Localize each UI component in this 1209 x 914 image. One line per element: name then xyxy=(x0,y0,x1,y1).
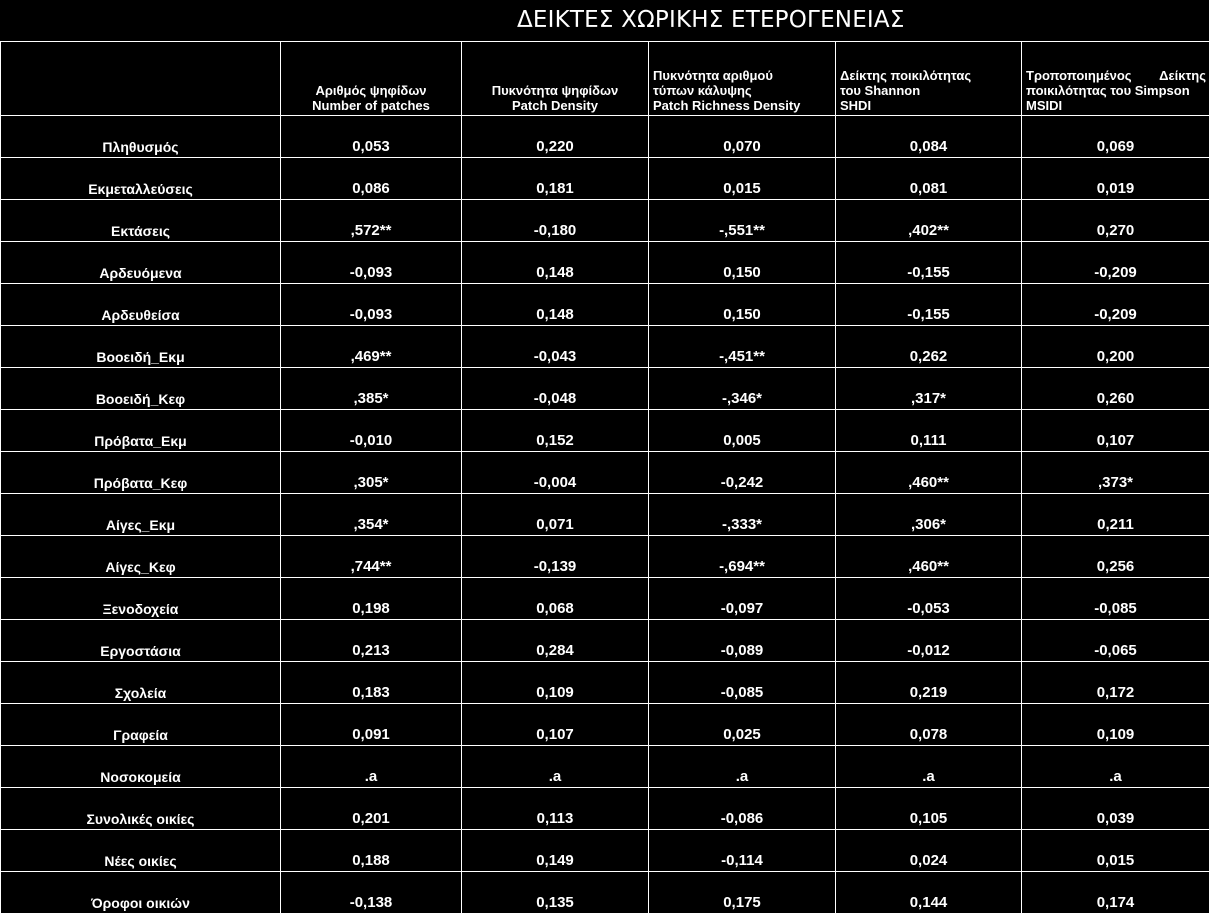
cell-value: 0,175 xyxy=(649,894,835,913)
page-title: ΔΕΙΚΤΕΣ ΧΩΡΙΚΗΣ ΕΤΕΡΟΓΕΝΕΙΑΣ xyxy=(517,7,905,33)
value-cell xyxy=(836,200,1022,242)
table-body xyxy=(1,42,1209,914)
cell-value: -0,093 xyxy=(281,264,461,283)
value-cell xyxy=(836,284,1022,326)
cell-value: -0,138 xyxy=(281,894,461,913)
cell-value: -0,155 xyxy=(836,306,1021,325)
value-cell xyxy=(281,704,462,746)
cell-value: 0,149 xyxy=(462,852,648,871)
table-row xyxy=(1,872,1209,914)
cell-value: ,402** xyxy=(836,222,1021,241)
value-cell xyxy=(462,746,649,788)
row-label-cell xyxy=(1,662,281,704)
value-cell xyxy=(281,158,462,200)
value-cell xyxy=(1022,704,1209,746)
row-label: Πρόβατα_Κεφ xyxy=(1,475,280,493)
correlation-table xyxy=(0,41,1209,914)
value-cell xyxy=(649,704,836,746)
value-cell xyxy=(462,158,649,200)
value-cell xyxy=(281,578,462,620)
value-cell xyxy=(462,578,649,620)
value-cell xyxy=(649,242,836,284)
cell-value: .a xyxy=(649,768,835,787)
value-cell xyxy=(836,494,1022,536)
value-cell xyxy=(462,494,649,536)
value-cell xyxy=(836,242,1022,284)
header-label: Δείκτης ποικιλότητας του Shannon SHDI xyxy=(836,68,1021,115)
cell-value: -0,004 xyxy=(462,474,648,493)
value-cell xyxy=(836,452,1022,494)
cell-value: 0,111 xyxy=(836,432,1021,451)
row-label-cell xyxy=(1,368,281,410)
table-row xyxy=(1,788,1209,830)
cell-value: 0,211 xyxy=(1022,516,1209,535)
cell-value: -0,180 xyxy=(462,222,648,241)
cell-value: .a xyxy=(462,768,648,787)
value-cell xyxy=(836,746,1022,788)
header-cell-empty xyxy=(1,42,281,116)
value-cell xyxy=(1022,578,1209,620)
table-row xyxy=(1,326,1209,368)
value-cell xyxy=(462,368,649,410)
cell-value: .a xyxy=(836,768,1021,787)
cell-value: -0,065 xyxy=(1022,642,1209,661)
cell-value: 0,260 xyxy=(1022,390,1209,409)
table-row xyxy=(1,494,1209,536)
cell-value: -,551** xyxy=(649,222,835,241)
cell-value: -0,053 xyxy=(836,600,1021,619)
table-row xyxy=(1,746,1209,788)
value-cell xyxy=(836,662,1022,704)
value-cell xyxy=(1022,662,1209,704)
header-number-of-patches xyxy=(281,42,462,116)
cell-value: 0,068 xyxy=(462,600,648,619)
value-cell xyxy=(281,200,462,242)
header-label: Πυκνότητα αριθμού τύπων κάλυψης Patch Richness Density xyxy=(649,68,835,115)
row-label-cell xyxy=(1,830,281,872)
cell-value: 0,113 xyxy=(462,810,648,829)
value-cell xyxy=(649,746,836,788)
cell-value: 0,150 xyxy=(649,264,835,283)
value-cell xyxy=(281,662,462,704)
value-cell xyxy=(1022,242,1209,284)
cell-value: 0,270 xyxy=(1022,222,1209,241)
cell-value: -,451** xyxy=(649,348,835,367)
value-cell xyxy=(836,830,1022,872)
table-row xyxy=(1,284,1209,326)
cell-value: 0,015 xyxy=(649,180,835,199)
value-cell xyxy=(281,620,462,662)
value-cell xyxy=(462,116,649,158)
cell-value: 0,019 xyxy=(1022,180,1209,199)
cell-value: -0,085 xyxy=(1022,600,1209,619)
value-cell xyxy=(281,242,462,284)
value-cell xyxy=(462,662,649,704)
cell-value: 0,105 xyxy=(836,810,1021,829)
cell-value: 0,148 xyxy=(462,264,648,283)
value-cell xyxy=(1022,830,1209,872)
value-cell xyxy=(462,200,649,242)
value-cell xyxy=(836,704,1022,746)
row-label: Νέες οικίες xyxy=(1,853,280,871)
cell-value: -,333* xyxy=(649,516,835,535)
cell-value: 0,148 xyxy=(462,306,648,325)
row-label: Πρόβατα_Εκμ xyxy=(1,433,280,451)
cell-value: 0,284 xyxy=(462,642,648,661)
cell-value: -0,097 xyxy=(649,600,835,619)
value-cell xyxy=(836,116,1022,158)
row-label-cell xyxy=(1,158,281,200)
value-cell xyxy=(281,410,462,452)
row-label: Σχολεία xyxy=(1,685,280,703)
cell-value: 0,181 xyxy=(462,180,648,199)
cell-value: -0,089 xyxy=(649,642,835,661)
value-cell xyxy=(1022,284,1209,326)
value-cell xyxy=(836,578,1022,620)
value-cell xyxy=(281,788,462,830)
value-cell xyxy=(462,326,649,368)
cell-value: ,469** xyxy=(281,348,461,367)
cell-value: 0,152 xyxy=(462,432,648,451)
value-cell xyxy=(649,200,836,242)
cell-value: ,385* xyxy=(281,390,461,409)
value-cell xyxy=(649,452,836,494)
value-cell xyxy=(462,872,649,914)
header-shdi xyxy=(836,42,1022,116)
cell-value: ,317* xyxy=(836,390,1021,409)
header-patch-density xyxy=(462,42,649,116)
row-label: Ξενοδοχεία xyxy=(1,601,280,619)
cell-value: 0,053 xyxy=(281,138,461,157)
cell-value: 0,081 xyxy=(836,180,1021,199)
title-bar xyxy=(0,0,1209,42)
value-cell xyxy=(1022,872,1209,914)
value-cell xyxy=(649,116,836,158)
cell-value: -0,139 xyxy=(462,558,648,577)
header-label: Τροποποιημένος Δείκτης ποικιλότητας του Simpson MSIDI xyxy=(1022,68,1209,115)
value-cell xyxy=(649,158,836,200)
cell-value: -0,043 xyxy=(462,348,648,367)
value-cell xyxy=(649,872,836,914)
cell-value: 0,201 xyxy=(281,810,461,829)
table-row xyxy=(1,704,1209,746)
value-cell xyxy=(1022,452,1209,494)
value-cell xyxy=(1022,620,1209,662)
row-label: Εργοστάσια xyxy=(1,643,280,661)
value-cell xyxy=(649,494,836,536)
header-msidi xyxy=(1022,42,1209,116)
cell-value: .a xyxy=(1022,768,1209,787)
value-cell xyxy=(649,578,836,620)
cell-value: -0,093 xyxy=(281,306,461,325)
cell-value: -0,209 xyxy=(1022,306,1209,325)
cell-value: -0,242 xyxy=(649,474,835,493)
row-label-cell xyxy=(1,326,281,368)
cell-value: 0,086 xyxy=(281,180,461,199)
value-cell xyxy=(1022,368,1209,410)
value-cell xyxy=(649,536,836,578)
value-cell xyxy=(281,284,462,326)
value-cell xyxy=(1022,536,1209,578)
table-row xyxy=(1,116,1209,158)
cell-value: -0,048 xyxy=(462,390,648,409)
cell-value: ,744** xyxy=(281,558,461,577)
row-label-cell xyxy=(1,578,281,620)
cell-value: 0,025 xyxy=(649,726,835,745)
cell-value: ,572** xyxy=(281,222,461,241)
value-cell xyxy=(281,116,462,158)
table-row xyxy=(1,620,1209,662)
cell-value: 0,262 xyxy=(836,348,1021,367)
cell-value: 0,144 xyxy=(836,894,1021,913)
value-cell xyxy=(649,830,836,872)
cell-value: 0,005 xyxy=(649,432,835,451)
row-label-cell xyxy=(1,200,281,242)
cell-value: 0,084 xyxy=(836,138,1021,157)
value-cell xyxy=(462,620,649,662)
value-cell xyxy=(462,242,649,284)
cell-value: -0,012 xyxy=(836,642,1021,661)
cell-value: 0,078 xyxy=(836,726,1021,745)
cell-value: 0,109 xyxy=(462,684,648,703)
value-cell xyxy=(649,368,836,410)
value-cell xyxy=(281,536,462,578)
cell-value: 0,200 xyxy=(1022,348,1209,367)
cell-value: 0,213 xyxy=(281,642,461,661)
header-patch-richness-density xyxy=(649,42,836,116)
cell-value: 0,069 xyxy=(1022,138,1209,157)
row-label: Γραφεία xyxy=(1,727,280,745)
value-cell xyxy=(281,452,462,494)
row-label: Συνολικές οικίες xyxy=(1,811,280,829)
cell-value: 0,220 xyxy=(462,138,648,157)
value-cell xyxy=(462,788,649,830)
value-cell xyxy=(1022,746,1209,788)
value-cell xyxy=(281,326,462,368)
table-row xyxy=(1,200,1209,242)
cell-value: ,354* xyxy=(281,516,461,535)
value-cell xyxy=(1022,326,1209,368)
value-cell xyxy=(462,830,649,872)
row-label: Όροφοι οικιών xyxy=(1,895,280,913)
row-label: Αίγες_Εκμ xyxy=(1,517,280,535)
row-label: Νοσοκομεία xyxy=(1,769,280,787)
row-label-cell xyxy=(1,704,281,746)
table-row xyxy=(1,158,1209,200)
value-cell xyxy=(836,788,1022,830)
value-cell xyxy=(281,830,462,872)
cell-value: 0,070 xyxy=(649,138,835,157)
table-row xyxy=(1,452,1209,494)
row-label-cell xyxy=(1,872,281,914)
table-row xyxy=(1,662,1209,704)
value-cell xyxy=(1022,200,1209,242)
value-cell xyxy=(1022,494,1209,536)
cell-value: 0,015 xyxy=(1022,852,1209,871)
value-cell xyxy=(281,494,462,536)
row-label: Αρδευόμενα xyxy=(1,265,280,283)
cell-value: ,373* xyxy=(1022,474,1209,493)
cell-value: 0,219 xyxy=(836,684,1021,703)
header-label: Αριθμός ψηφίδων Number of patches xyxy=(281,83,461,115)
value-cell xyxy=(649,284,836,326)
cell-value: -0,114 xyxy=(649,852,835,871)
table-row xyxy=(1,578,1209,620)
row-label-cell xyxy=(1,536,281,578)
value-cell xyxy=(649,788,836,830)
row-label-cell xyxy=(1,494,281,536)
table-row xyxy=(1,242,1209,284)
value-cell xyxy=(462,284,649,326)
value-cell xyxy=(462,704,649,746)
table-row xyxy=(1,368,1209,410)
table-row xyxy=(1,830,1209,872)
table-row xyxy=(1,536,1209,578)
cell-value: 0,188 xyxy=(281,852,461,871)
cell-value: -0,155 xyxy=(836,264,1021,283)
header-label: Πυκνότητα ψηφίδων Patch Density xyxy=(462,83,648,115)
row-label: Βοοειδή_Εκμ xyxy=(1,349,280,367)
cell-value: ,305* xyxy=(281,474,461,493)
value-cell xyxy=(1022,410,1209,452)
cell-value: 0,198 xyxy=(281,600,461,619)
cell-value: 0,091 xyxy=(281,726,461,745)
value-cell xyxy=(649,662,836,704)
cell-value: 0,172 xyxy=(1022,684,1209,703)
row-label-cell xyxy=(1,452,281,494)
value-cell xyxy=(1022,158,1209,200)
cell-value: -0,010 xyxy=(281,432,461,451)
row-label-cell xyxy=(1,746,281,788)
cell-value: ,306* xyxy=(836,516,1021,535)
value-cell xyxy=(281,368,462,410)
row-label-cell xyxy=(1,788,281,830)
value-cell xyxy=(462,536,649,578)
cell-value: 0,135 xyxy=(462,894,648,913)
row-label: Εκτάσεις xyxy=(1,223,280,241)
cell-value: 0,183 xyxy=(281,684,461,703)
row-label: Αίγες_Κεφ xyxy=(1,559,280,577)
cell-value: ,460** xyxy=(836,474,1021,493)
table-row xyxy=(1,410,1209,452)
cell-value: 0,107 xyxy=(462,726,648,745)
value-cell xyxy=(836,158,1022,200)
row-label: Εκμεταλλεύσεις xyxy=(1,181,280,199)
value-cell xyxy=(281,746,462,788)
row-label: Αρδευθείσα xyxy=(1,307,280,325)
value-cell xyxy=(462,452,649,494)
value-cell xyxy=(836,410,1022,452)
row-label-cell xyxy=(1,620,281,662)
cell-value: -,346* xyxy=(649,390,835,409)
row-label-cell xyxy=(1,116,281,158)
row-label-cell xyxy=(1,410,281,452)
value-cell xyxy=(836,872,1022,914)
value-cell xyxy=(836,368,1022,410)
cell-value: ,460** xyxy=(836,558,1021,577)
value-cell xyxy=(649,326,836,368)
cell-value: -0,086 xyxy=(649,810,835,829)
cell-value: 0,039 xyxy=(1022,810,1209,829)
cell-value: 0,174 xyxy=(1022,894,1209,913)
cell-value: 0,256 xyxy=(1022,558,1209,577)
row-label-cell xyxy=(1,284,281,326)
cell-value: 0,150 xyxy=(649,306,835,325)
value-cell xyxy=(836,536,1022,578)
row-label: Πληθυσμός xyxy=(1,139,280,157)
value-cell xyxy=(1022,788,1209,830)
value-cell xyxy=(281,872,462,914)
cell-value: 0,024 xyxy=(836,852,1021,871)
cell-value: -0,085 xyxy=(649,684,835,703)
value-cell xyxy=(836,620,1022,662)
cell-value: 0,071 xyxy=(462,516,648,535)
cell-value: -0,209 xyxy=(1022,264,1209,283)
header-row xyxy=(1,42,1209,116)
cell-value: 0,107 xyxy=(1022,432,1209,451)
cell-value: -,694** xyxy=(649,558,835,577)
row-label-cell xyxy=(1,242,281,284)
value-cell xyxy=(649,620,836,662)
cell-value: .a xyxy=(281,768,461,787)
value-cell xyxy=(1022,116,1209,158)
value-cell xyxy=(649,410,836,452)
row-label: Βοοειδή_Κεφ xyxy=(1,391,280,409)
cell-value: 0,109 xyxy=(1022,726,1209,745)
value-cell xyxy=(462,410,649,452)
value-cell xyxy=(836,326,1022,368)
